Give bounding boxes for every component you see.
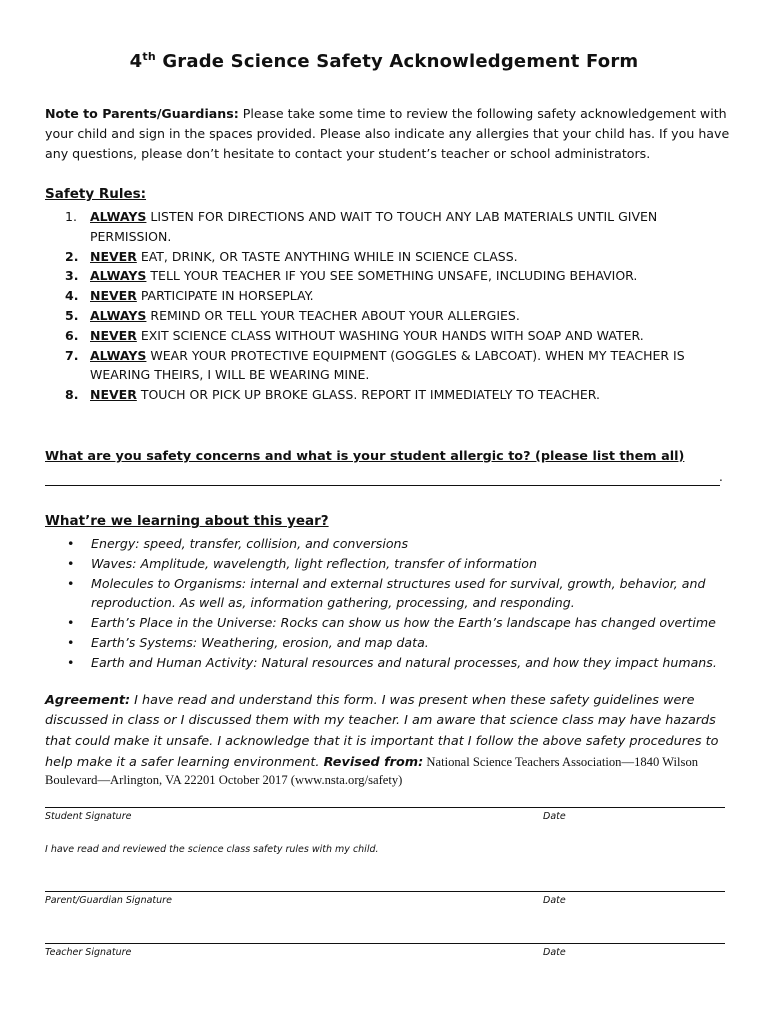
safety-concerns-question: What are you safety concerns and what is your student allergic to? (please list them all) bbox=[45, 449, 685, 464]
bullet-icon: • bbox=[67, 654, 75, 670]
rule-number: 4. bbox=[65, 288, 79, 304]
rule-keyword: ALWAYS bbox=[90, 268, 147, 284]
rule-number: 5. bbox=[65, 307, 79, 323]
rule-number: 7. bbox=[65, 347, 79, 363]
student-signature-line[interactable] bbox=[45, 807, 725, 808]
title-grade-number: 4 bbox=[129, 51, 143, 72]
safety-rule-item bbox=[65, 385, 735, 405]
rule-number: 8. bbox=[65, 387, 79, 403]
learning-topic-text: Molecules to Organisms: internal and external structures used for survival, growth, behavior, and reproduction. As well as, information gathering, processing, and responding. bbox=[91, 575, 706, 611]
title-grade-suffix: th bbox=[142, 50, 156, 63]
rule-keyword: ALWAYS bbox=[90, 209, 147, 224]
rule-number: 3. bbox=[65, 268, 79, 284]
rule-text: PARTICIPATE IN HORSEPLAY. bbox=[136, 288, 314, 304]
rule-text: REMIND OR TELL YOUR TEACHER ABOUT YOUR ALLERGIES. bbox=[146, 307, 520, 323]
parent-date-label: Date bbox=[543, 895, 566, 906]
agreement-paragraph bbox=[45, 691, 735, 774]
safety-rule-item bbox=[65, 266, 735, 286]
parent-note-paragraph bbox=[45, 104, 735, 164]
rule-text: WEAR YOUR PROTECTIVE EQUIPMENT (GOGGLES & LABCOAT). WHEN MY TEACHER IS WEARING THEIRS, I WILL BE WEARING MINE. bbox=[90, 347, 685, 383]
safety-rule-item bbox=[65, 306, 735, 326]
rule-text: EXIT SCIENCE CLASS WITHOUT WASHING YOUR HANDS WITH SOAP AND WATER. bbox=[136, 327, 644, 343]
revised-source-address: Boulevard—Arlington, VA 22201 October 2017 (www.nsta.org/safety) bbox=[45, 773, 403, 787]
rule-keyword: ALWAYS bbox=[90, 307, 147, 323]
learning-topic-item bbox=[65, 574, 725, 614]
learning-topic-text: Earth and Human Activity: Natural resources and natural processes, and how they impact humans. bbox=[91, 654, 717, 670]
learning-topic-item bbox=[65, 554, 725, 574]
teacher-date-label: Date bbox=[543, 947, 566, 958]
rule-text: EAT, DRINK, OR TASTE ANYTHING WHILE IN SCIENCE CLASS. bbox=[136, 248, 518, 264]
parent-signature-label: Parent/Guardian Signature bbox=[45, 895, 172, 906]
concerns-answer-line[interactable] bbox=[45, 485, 720, 486]
rule-number: 1. bbox=[65, 209, 77, 224]
concerns-line-dot: . bbox=[719, 470, 723, 484]
rule-keyword: NEVER bbox=[90, 248, 137, 264]
learning-topic-text: Earth’s Systems: Weathering, erosion, and map data. bbox=[91, 634, 429, 650]
form-title bbox=[0, 50, 768, 72]
teacher-signature-label: Teacher Signature bbox=[45, 947, 132, 958]
rule-number: 2. bbox=[65, 248, 79, 264]
revised-source-text: National Science Teachers Association—1840 Wilson bbox=[423, 755, 699, 770]
rule-keyword: ALWAYS bbox=[90, 347, 147, 363]
title-text: Grade Science Safety Acknowledgement Form bbox=[155, 51, 639, 72]
rule-text: TOUCH OR PICK UP BROKE GLASS. REPORT IT IMMEDIATELY TO TEACHER. bbox=[136, 387, 600, 403]
parent-review-statement: I have read and reviewed the science class safety rules with my child. bbox=[45, 844, 379, 855]
agreement-text: I have read and understand this form. I was present when these safety guidelines were discussed in class or I discussed them with my teacher. I am aware that science class may have hazards that could make it unsafe. I acknowledge that it is important that I follow the above safety procedures to help make it a safer learning environment. bbox=[45, 693, 719, 771]
rule-text: LISTEN FOR DIRECTIONS AND WAIT TO TOUCH ANY LAB MATERIALS UNTIL GIVEN PERMISSION. bbox=[90, 209, 658, 244]
parent-signature-line[interactable] bbox=[45, 891, 725, 892]
learning-topic-text: Energy: speed, transfer, collision, and conversions bbox=[91, 536, 409, 551]
rule-number: 6. bbox=[65, 327, 79, 343]
learning-topic-text: Waves: Amplitude, wavelength, light reflection, transfer of information bbox=[91, 555, 537, 571]
safety-rule-item bbox=[65, 286, 735, 306]
agreement-label: Agreement: bbox=[45, 693, 131, 708]
safety-rule-item bbox=[65, 326, 735, 346]
rule-keyword: NEVER bbox=[90, 387, 137, 403]
bullet-icon: • bbox=[67, 555, 75, 571]
learning-topic-item bbox=[65, 633, 725, 653]
safety-rules-list bbox=[65, 207, 735, 405]
revised-label: Revised from: bbox=[323, 755, 424, 771]
bullet-icon: • bbox=[67, 615, 75, 631]
learning-heading: What’re we learning about this year? bbox=[45, 513, 329, 529]
learning-topic-item bbox=[65, 534, 725, 554]
note-text: Please take some time to review the following safety acknowledgement with your child and sign in the spaces provided. Please also indicate any allergies that your child has. If you have any questions, please don’t hesitate to contact your student’s teacher or school administrators. bbox=[45, 106, 730, 161]
rule-text: TELL YOUR TEACHER IF YOU SEE SOMETHING UNSAFE, INCLUDING BEHAVIOR. bbox=[146, 268, 638, 284]
safety-rule-item bbox=[65, 247, 735, 267]
bullet-icon: • bbox=[67, 575, 75, 591]
learning-topic-item bbox=[65, 613, 725, 633]
rule-keyword: NEVER bbox=[90, 327, 137, 343]
safety-rule-item bbox=[65, 207, 735, 247]
rule-keyword: NEVER bbox=[90, 288, 137, 304]
bullet-icon: • bbox=[67, 634, 75, 650]
teacher-signature-line[interactable] bbox=[45, 943, 725, 944]
student-date-label: Date bbox=[543, 811, 566, 822]
learning-topics-list bbox=[65, 534, 725, 673]
learning-topic-text: Earth’s Place in the Universe: Rocks can show us how the Earth’s landscape has changed overtime bbox=[91, 615, 716, 631]
safety-rule-item bbox=[65, 346, 735, 386]
student-signature-label: Student Signature bbox=[45, 811, 132, 822]
safety-rules-heading: Safety Rules: bbox=[45, 186, 147, 202]
learning-topic-item bbox=[65, 653, 725, 673]
bullet-icon: • bbox=[67, 536, 75, 551]
note-label: Note to Parents/Guardians: bbox=[45, 106, 239, 121]
